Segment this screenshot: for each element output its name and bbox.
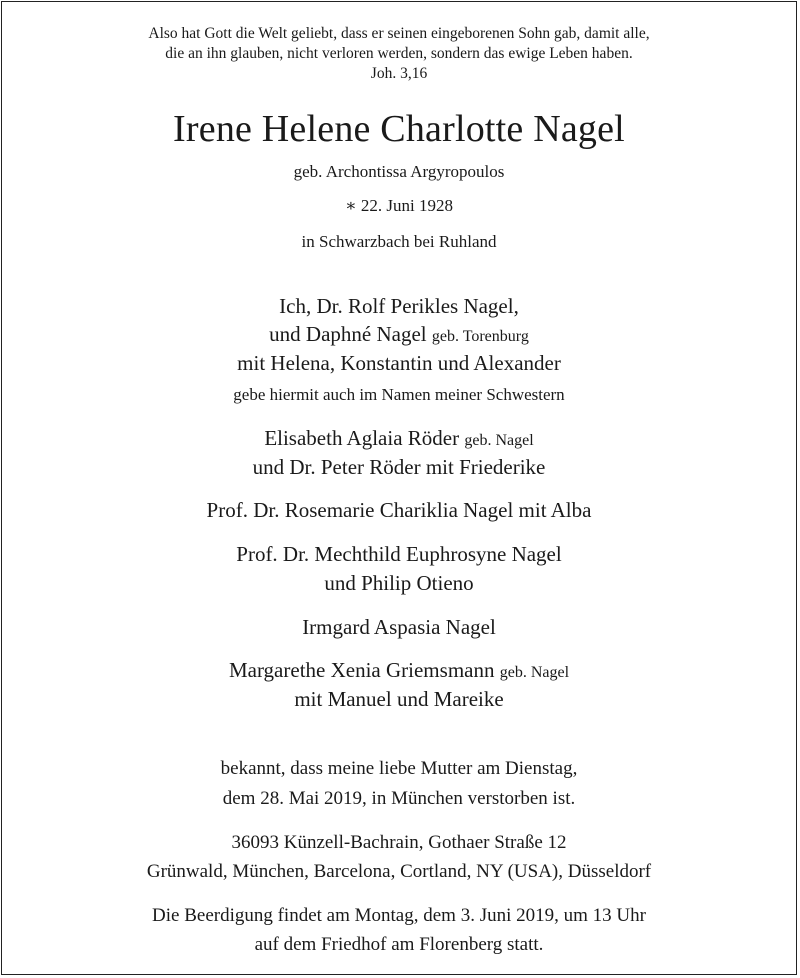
sister-5-main: Margarethe Xenia Griemsmann <box>228 658 495 682</box>
bible-verse-reference: Joh. 3,16 <box>370 65 428 82</box>
sister-2: Prof. Dr. Rosemarie Chariklia Nagel mit Alba <box>206 498 592 522</box>
sister-1-line-2: und Dr. Peter Röder mit Friederike <box>252 455 546 479</box>
sister-1-main: Elisabeth Aglaia Röder <box>264 426 460 450</box>
sister-1-line-1 <box>2 426 796 451</box>
birth-name: geb. Archontissa Argyropoulos <box>293 162 505 181</box>
sister-5-line-2: mit Manuel und Mareike <box>294 687 504 711</box>
sister-5-line-1 <box>2 658 796 683</box>
birth-date: ∗ 22. Juni 1928 <box>345 196 453 215</box>
sister-4: Irmgard Aspasia Nagel <box>302 615 496 639</box>
funeral-line-1: Die Beerdigung findet am Montag, dem 3. Juni 2019, um 13 Uhr <box>152 905 646 926</box>
family-line-3: mit Helena, Konstantin und Alexander <box>237 351 561 375</box>
birth-place: in Schwarzbach bei Ruhland <box>301 232 497 251</box>
announcement-line-1: bekannt, dass meine liebe Mutter am Dienstag, <box>220 758 578 779</box>
family-line-2 <box>2 322 796 347</box>
deceased-name: Irene Helene Charlotte Nagel <box>173 108 625 150</box>
address-line-1: 36093 Künzell-Bachrain, Gothaer Straße 12 <box>231 832 567 853</box>
bible-verse-line-1: Also hat Gott die Welt geliebt, dass er seinen eingeborenen Sohn gab, damit alle, <box>148 25 650 42</box>
sister-1-geb: geb. Nagel <box>464 432 534 449</box>
obituary-notice <box>1 1 797 975</box>
bible-verse-line-2: die an ihn glauben, nicht verloren werden, sondern das ewige Leben haben. <box>165 45 633 62</box>
sister-3-line-1: Prof. Dr. Mechthild Euphrosyne Nagel <box>236 542 562 566</box>
family-line-2-main: und Daphné Nagel <box>269 322 427 346</box>
funeral-line-2: auf dem Friedhof am Florenberg statt. <box>254 934 544 955</box>
sister-5-geb: geb. Nagel <box>499 664 570 681</box>
family-line-2-geb: geb. Torenburg <box>431 328 529 345</box>
sister-3-line-2: und Philip Otieno <box>324 571 474 595</box>
family-line-4: gebe hiermit auch im Namen meiner Schwestern <box>233 385 565 404</box>
family-line-1: Ich, Dr. Rolf Perikles Nagel, <box>279 294 519 318</box>
announcement-line-2: dem 28. Mai 2019, in München verstorben ist. <box>222 788 576 809</box>
address-line-2: Grünwald, München, Barcelona, Cortland, NY (USA), Düsseldorf <box>146 861 652 882</box>
